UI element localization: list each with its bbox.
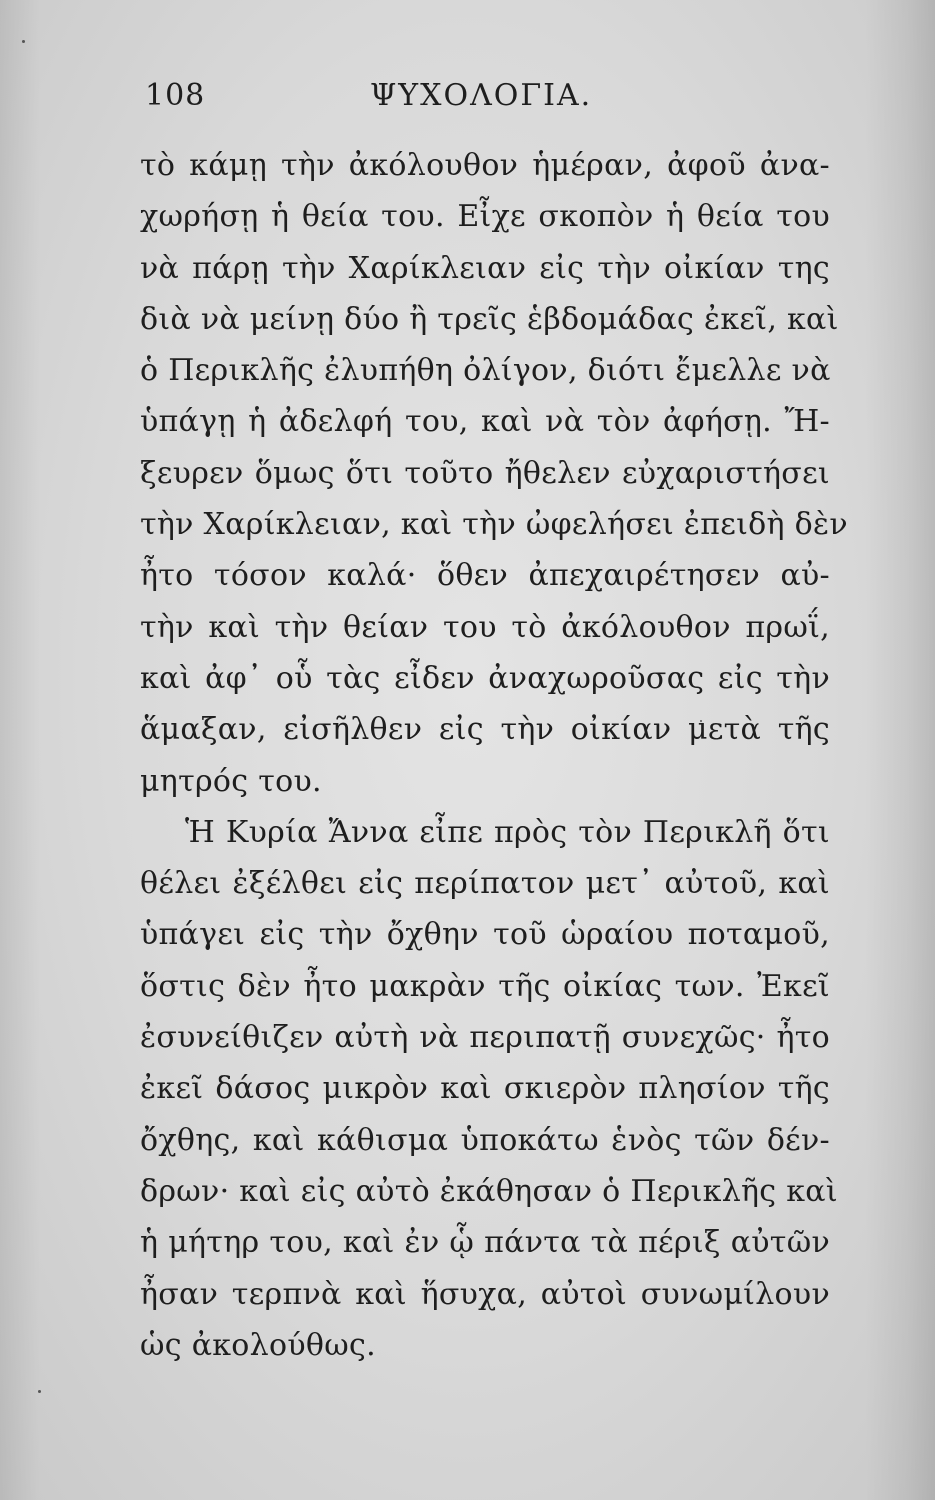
- paragraph-start-line: Ἡ Κυρία Ἄννα εἶπε πρὸς τὸν Περικλῆ ὅτι: [185, 814, 830, 850]
- body-text: [140, 140, 848, 1371]
- text-line: ὑπάγῃ ἡ ἀδελφή του, καὶ νὰ τὸν ἀφήσῃ. Ἤ-: [140, 404, 830, 440]
- text-line: διὰ νὰ μείνῃ δύο ἢ τρεῖς ἑβδομάδας ἐκεῖ, καὶ: [140, 301, 839, 337]
- text-line: καὶ ἀφ᾽ οὗ τὰς εἶδεν ἀναχωροῦσας εἰς τὴν: [140, 660, 830, 696]
- text-line: ξευρεν ὅμως ὅτι τοῦτο ἤθελεν εὐχαριστήσει: [140, 455, 830, 491]
- text-line: ἐκεῖ δάσος μικρὸν καὶ σκιερὸν πλησίον τῆς: [140, 1071, 830, 1107]
- text-line: ὅστις δὲν ἦτο μακρὰν τῆς οἰκίας των. Ἐκεῖ: [140, 968, 830, 1004]
- page-edge-shadow: [0, 0, 40, 1500]
- running-head: ΨΥΧΟΛΟΓΙΑ.: [370, 78, 593, 113]
- text-line: ὄχθης, καὶ κάθισμα ὑποκάτω ἑνὸς τῶν δέν-: [140, 1122, 830, 1158]
- text-line: θέλει ἐξέλθει εἰς περίπατον μετ᾽ αὐτοῦ, καὶ: [140, 866, 830, 902]
- text-line: τὴν Χαρίκλειαν, καὶ τὴν ὠφελήσει ἐπειδὴ δὲν: [140, 507, 848, 543]
- text-line: τὴν καὶ τὴν θείαν του τὸ ἀκόλουθον πρωΐ,: [140, 609, 830, 645]
- page-number: 108: [145, 78, 206, 113]
- text-line: ἐσυνείθιζεν αὐτὴ νὰ περιπατῇ συνεχῶς· ἦτο: [140, 1020, 830, 1056]
- text-line: ὁ Περικλῆς ἐλυπήθη ὀλίγον, διότι ἔμελλε νὰ: [140, 353, 831, 389]
- page-header: [140, 78, 830, 128]
- text-line: ἡ μήτηρ του, καὶ ἐν ᾧ πάντα τὰ πέριξ αὐτῶν: [140, 1225, 830, 1261]
- text-line: νὰ πάρῃ τὴν Χαρίκλειαν εἰς τὴν οἰκίαν της: [140, 250, 830, 286]
- spine-shadow: [865, 0, 935, 1500]
- text-line: ἦτο τόσον καλά· ὅθεν ἀπεχαιρέτησεν αὐ-: [140, 558, 830, 594]
- paragraph-end-line: ὡς ἀκολούθως.: [140, 1327, 376, 1363]
- text-line: χωρήσῃ ἡ θεία του. Εἶχε σκοπὸν ἡ θεία του: [140, 199, 830, 235]
- text-line: τὸ κάμῃ τὴν ἀκόλουθον ἡμέραν, ἀφοῦ ἀνα-: [140, 148, 830, 183]
- text-line: ἦσαν τερπνὰ καὶ ἥσυχα, αὐτοὶ συνωμίλουν: [140, 1276, 830, 1312]
- paper-speck: [38, 1390, 41, 1393]
- text-line: ἅμαξαν, εἰσῆλθεν εἰς τὴν οἰκίαν μετὰ τῆς: [140, 712, 830, 748]
- paragraph-end-line: μητρός του.: [140, 763, 322, 799]
- text-line: ὑπάγει εἰς τὴν ὄχθην τοῦ ὡραίου ποταμοῦ,: [140, 917, 830, 953]
- paper-speck: [22, 40, 25, 43]
- text-line: δρων· καὶ εἰς αὐτὸ ἐκάθησαν ὁ Περικλῆς καὶ: [140, 1173, 838, 1209]
